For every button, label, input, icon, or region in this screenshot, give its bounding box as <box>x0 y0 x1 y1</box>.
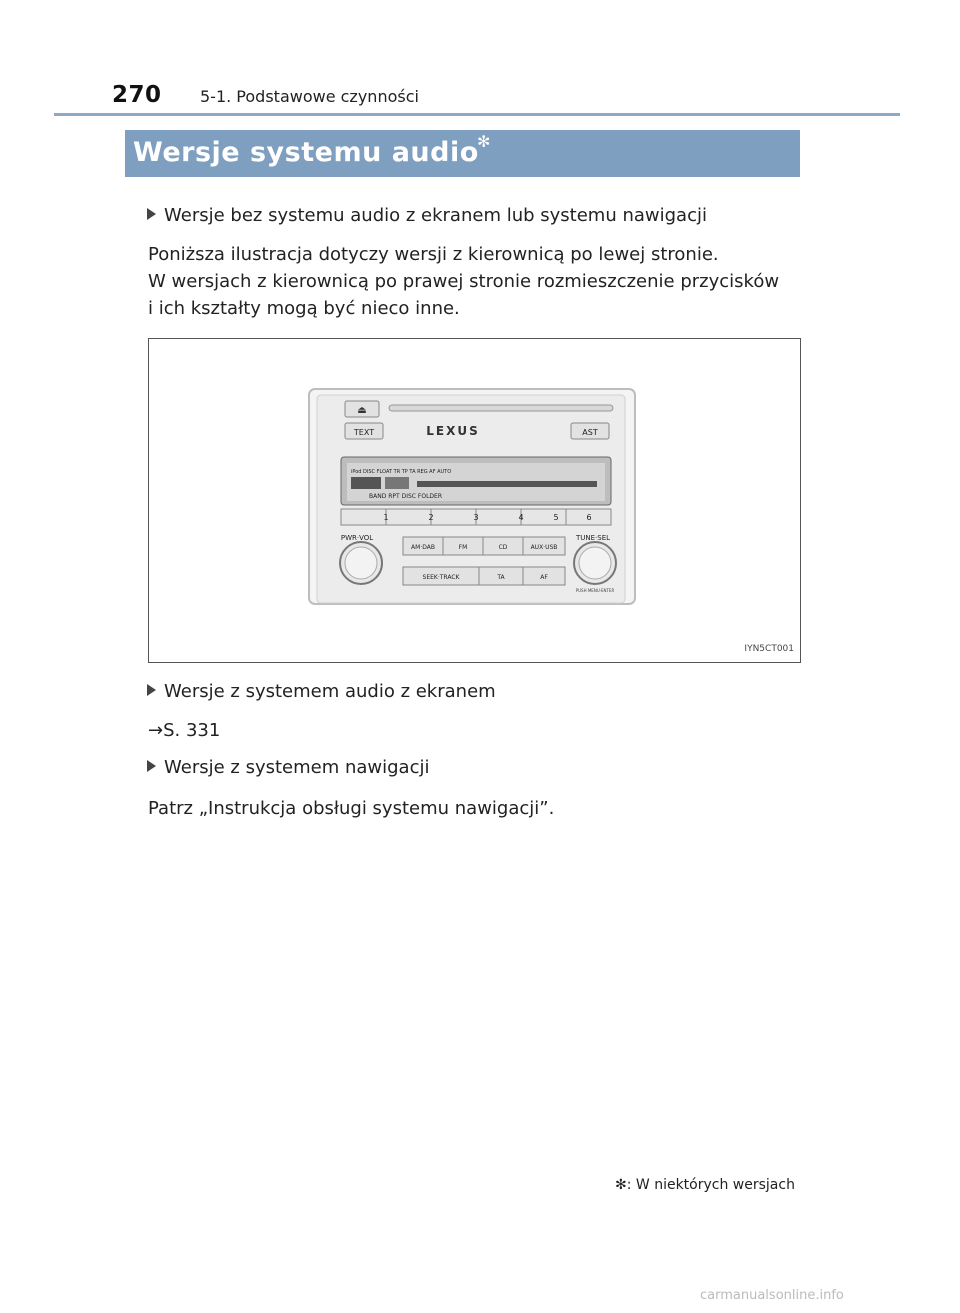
audio-unit-illustration <box>148 338 801 663</box>
audio-unit-drawing <box>149 339 800 662</box>
chapter-title: 5-1. Podstawowe czynności <box>200 87 419 106</box>
seek-track-label: SEEK·TRACK <box>422 574 460 581</box>
lcd-segment <box>385 477 409 489</box>
preset-4: 4 <box>518 513 524 522</box>
push-menu-label: PUSH MENU·ENTER <box>575 588 615 593</box>
lcd-segment <box>351 477 381 489</box>
triangle-bullet-icon <box>147 684 156 696</box>
text-button-label: TEXT <box>353 428 375 437</box>
cd-label: CD <box>498 544 508 551</box>
preset-5: 5 <box>553 513 559 522</box>
bullet-heading-no-screen <box>147 205 707 226</box>
ta-label: TA <box>497 574 505 581</box>
tune-sel-knob-inner <box>579 547 611 579</box>
am-dab-label: AM·DAB <box>411 544 435 551</box>
pwr-vol-knob-inner <box>345 547 377 579</box>
footnote: ✻: W niektórych wersjach <box>615 1177 795 1193</box>
page-reference: →S. 331 <box>148 720 221 741</box>
preset-6: 6 <box>586 513 592 522</box>
brand-logo: LEXUS <box>426 424 480 438</box>
aux-usb-label: AUX·USB <box>530 544 558 551</box>
paragraph-line: Patrz „Instrukcja obsługi systemu nawigacji”. <box>148 798 555 819</box>
header-rule <box>54 113 900 116</box>
preset-3: 3 <box>473 513 479 522</box>
lcd-row-1: iPod DISC FLOAT TR TP TA REG AF AUTO <box>351 469 452 475</box>
section-title-bar <box>125 130 800 177</box>
fm-label: FM <box>458 544 468 551</box>
af-label: AF <box>540 574 548 581</box>
triangle-bullet-icon <box>147 208 156 220</box>
pwr-vol-label: PWR·VOL <box>340 534 374 542</box>
paragraph-line: W wersjach z kierownicą po prawej stronie rozmieszczenie przycisków <box>148 271 780 292</box>
paragraph-line: i ich kształty mogą być nieco inne. <box>148 298 460 319</box>
lcd-row-2: BAND RPT DISC FOLDER <box>369 493 442 500</box>
triangle-bullet-icon <box>147 760 156 772</box>
preset-1: 1 <box>383 513 389 522</box>
page-number: 270 <box>112 82 162 108</box>
figure-code: IYN5CT001 <box>744 644 794 654</box>
bullet-text: Wersje bez systemu audio z ekranem lub systemu nawigacji <box>164 205 707 226</box>
disc-slot <box>389 405 613 411</box>
bullet-text: Wersje z systemem audio z ekranem <box>164 681 496 702</box>
preset-2: 2 <box>428 513 434 522</box>
lcd-bar <box>417 481 597 487</box>
page-header <box>0 0 960 118</box>
bullet-heading-with-screen <box>147 681 496 702</box>
paragraph-line: Poniższa ilustracja dotyczy wersji z kierownicą po lewej stronie. <box>148 244 719 265</box>
bullet-heading-navigation <box>147 757 429 778</box>
ast-button-label: AST <box>582 428 598 437</box>
bullet-text: Wersje z systemem nawigacji <box>164 757 430 778</box>
eject-icon: ⏏ <box>357 405 367 416</box>
tune-sel-label: TUNE·SEL <box>575 534 611 542</box>
watermark: carmanualsonline.info <box>700 1288 844 1303</box>
section-title: Wersje systemu audio <box>133 137 479 168</box>
asterisk-icon: ✻ <box>477 132 491 151</box>
